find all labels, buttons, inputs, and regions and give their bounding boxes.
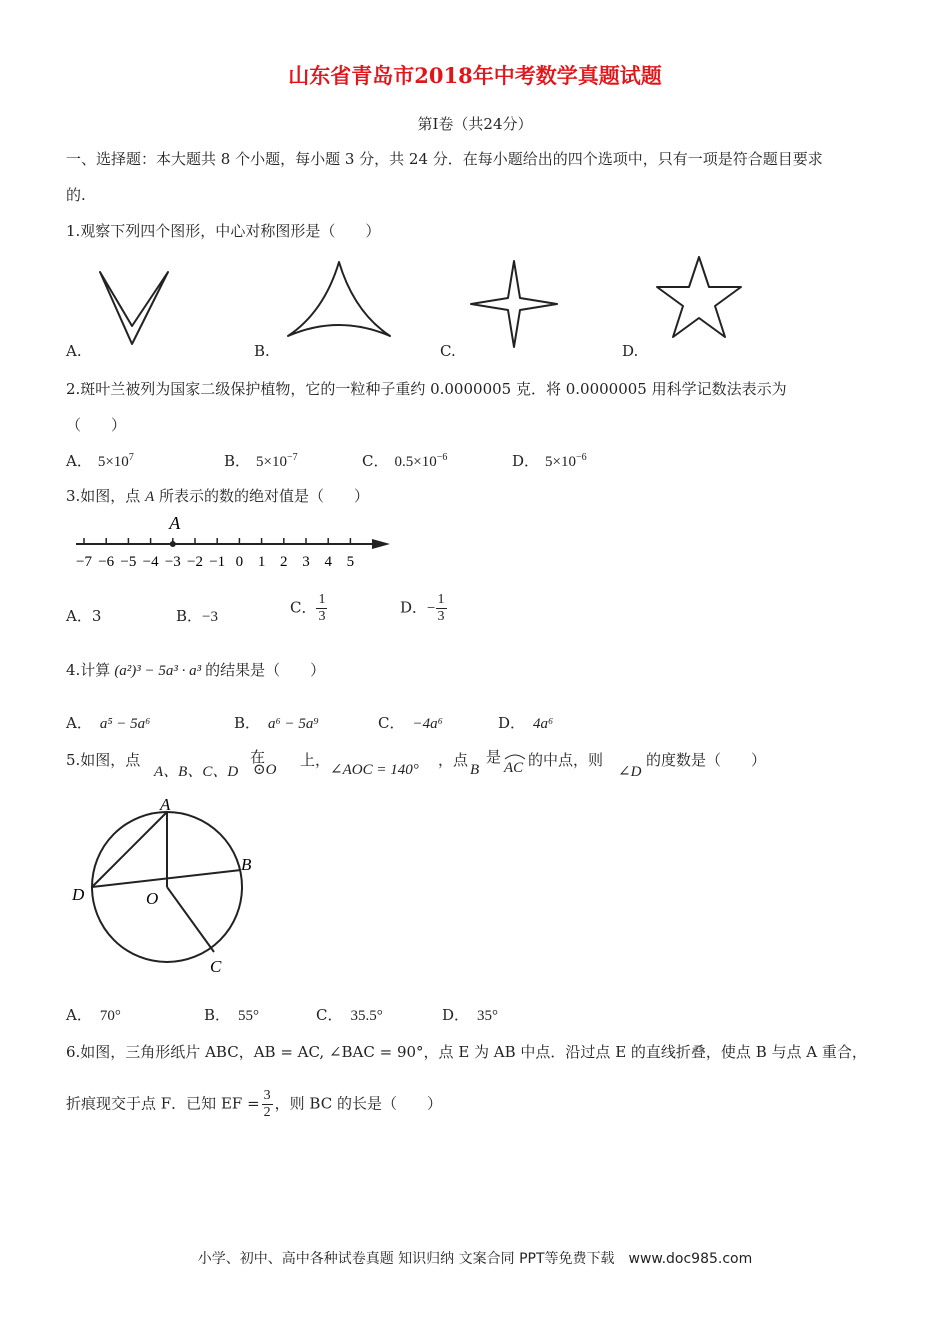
q5-stem-suffix: 的度数是（ ） — [646, 751, 767, 769]
q5-midpoint-text: 的中点，则 — [528, 751, 604, 769]
label-b: B — [241, 855, 252, 874]
q3-number-line — [70, 510, 400, 572]
q5-point-b: B — [470, 762, 480, 778]
q5-points: A、B、C、D — [154, 764, 239, 780]
number-line-tick-label: −2 — [187, 554, 203, 570]
q5-on: 上， — [300, 751, 331, 769]
q2-option-b: B． $5\times 10^{-7}$ — [224, 452, 298, 470]
q5-dot: ，点 — [438, 751, 469, 769]
number-line-tick-label: −5 — [120, 554, 137, 570]
number-line-tick-label: −3 — [164, 554, 181, 570]
label-o: O — [146, 889, 159, 908]
q5-option-c: C． 35.5° — [316, 1006, 383, 1024]
number-line-tick-label: −4 — [142, 554, 159, 570]
number-line-tick-label: 5 — [346, 554, 355, 570]
q4-option-b: B． a⁶ − 5a⁹ — [234, 714, 319, 732]
q5-angle-aoc: ∠AOC = 140° — [330, 762, 419, 778]
segment-da — [92, 812, 167, 887]
q3-option-a: A．3 — [66, 607, 102, 625]
q2-option-d: D． $5\times 10^{-6}$ — [512, 452, 587, 470]
q3-stem: 3.如图，点 A 所表示的数的绝对值是（ ） — [66, 487, 370, 505]
q2-stem-line-1: 2.斑叶兰被列为国家二级保护植物，它的一粒种子重约 0.0000005 克．将 0.0000005 用科学记数法表示为 — [66, 380, 787, 398]
number-line-tick-label: −6 — [98, 554, 115, 570]
number-line-tick-label: 4 — [324, 554, 332, 570]
page-title: 山东省青岛市2018年中考数学真题试题 — [288, 63, 662, 88]
label-a: A — [160, 796, 171, 814]
instructions-line-1: 一、选择题：本大题共 8 个小题，每小题 3 分，共 24 分．在每小题给出的四个选项中，只有一项是符合题目要求 — [66, 150, 823, 168]
q1-stem: 1.观察下列四个图形，中心对称图形是（ ） — [66, 222, 381, 240]
point-a-label: A — [169, 513, 181, 533]
q1-option-b: B. — [254, 342, 270, 360]
q5-in: 在 — [250, 748, 266, 766]
q4-option-d: D． 4a⁶ — [498, 714, 554, 732]
q4-stem: 4.计算 (a²)³ − 5a³ · a³ 的结果是（ ） — [66, 661, 326, 679]
q1-option-d: D. — [622, 342, 639, 360]
q1-option-c: C. — [440, 342, 456, 360]
q5-is: 是 — [486, 748, 502, 766]
q6-stem-line-1: 6.如图，三角形纸片 ABC，AB = AC, ∠BAC = 90°，点 E 为 AB 中点．沿过点 E 的直线折叠，使点 B 与点 A 重合， — [66, 1043, 867, 1061]
q5-stem-prefix: 5.如图，点 — [66, 751, 141, 769]
number-line-arrow — [372, 539, 390, 549]
q1-figure-b-curved-triangle — [284, 258, 394, 340]
instructions-line-2: 的. — [66, 186, 86, 204]
q5-option-a: A． 70° — [66, 1006, 121, 1024]
page-footer: 小学、初中、高中各种试卷真题 知识归纳 文案合同 PPT等免费下载 www.doc985.com — [197, 1251, 753, 1267]
number-line-tick-label: 3 — [302, 554, 310, 570]
number-line-tick-label: 2 — [280, 554, 288, 570]
point-a-marker — [170, 541, 176, 547]
q1-figure-d-five-point-star — [654, 254, 744, 340]
section-heading: 第Ⅰ卷（共24分） — [417, 115, 533, 133]
q5-option-d: D． 35° — [442, 1006, 499, 1024]
q4-option-c: C． −4a⁶ — [378, 714, 443, 732]
q1-figure-c-four-point-star — [468, 258, 560, 350]
q5-circle-figure — [64, 796, 264, 978]
q3-option-d: D．− $\frac{1}{3}$ — [400, 592, 445, 624]
number-line-tick-label: −1 — [209, 554, 226, 570]
q5-angle-d: ∠D — [618, 764, 642, 780]
q2-stem-line-2: （ ） — [66, 416, 127, 434]
q2-option-a: A． $5\times 10^7$ — [66, 452, 134, 470]
q1-figure-a-chevron — [96, 268, 172, 348]
q1-option-a: A. — [66, 342, 82, 360]
q5-option-b: B． 55° — [204, 1006, 260, 1024]
q5-arc-ac: AC — [504, 760, 523, 777]
label-d: D — [72, 885, 85, 904]
q4-option-a: A． a⁵ − 5a⁶ — [66, 714, 151, 732]
number-line-tick-label: 0 — [235, 554, 244, 570]
q3-option-b: B．−3 — [176, 607, 218, 625]
number-line-tick-label: 1 — [257, 554, 266, 570]
q6-stem-line-2: 折痕现交于点 F．已知 EF = $\frac{3}{2}$ ，则 BC 的长是（ ） — [66, 1088, 442, 1120]
label-c: C — [210, 957, 222, 976]
number-line-tick-label: −7 — [76, 554, 92, 570]
q3-option-c: C． $\frac{1}{3}$ — [290, 592, 326, 624]
q5-circle: ⊙O — [253, 762, 277, 778]
q2-option-c: C． $0.5\times 10^{-6}$ — [362, 452, 448, 470]
segment-oc — [167, 887, 214, 952]
